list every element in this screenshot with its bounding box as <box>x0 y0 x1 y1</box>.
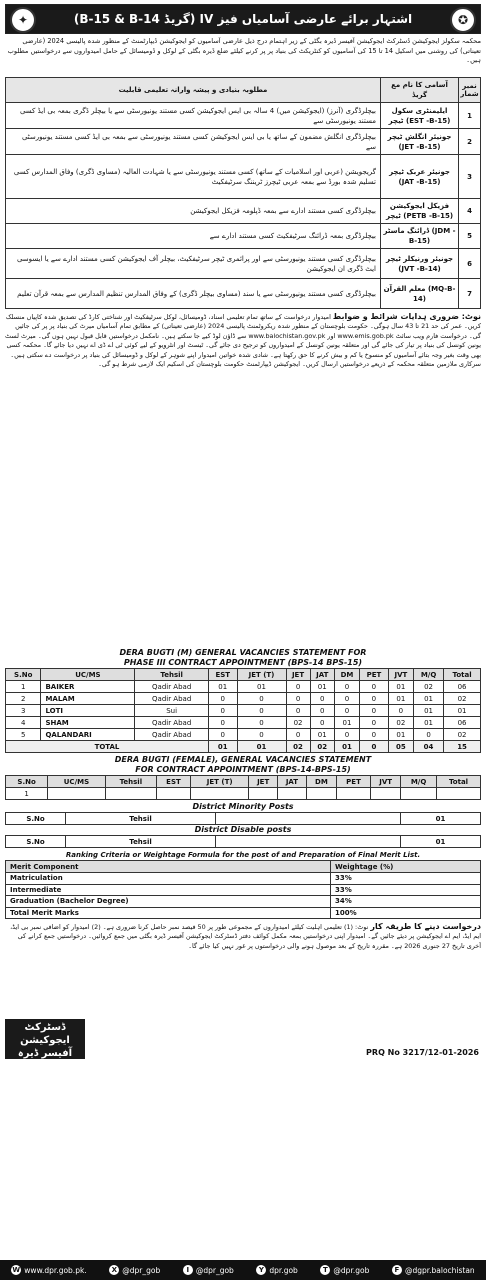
grid-header-cell: JVT <box>371 776 401 788</box>
criteria-row <box>6 896 481 908</box>
grid-header-cell: JVT <box>388 669 413 681</box>
female-vacancies-title-1: DERA BUGTI (FEMALE), GENERAL VACANCIES STATEMENT <box>114 755 372 764</box>
minority-count: 01 <box>401 813 481 825</box>
criteria-weightage: 33% <box>331 873 481 885</box>
table-cell: 0 <box>334 681 359 693</box>
job-number: 3 <box>459 155 481 199</box>
table-cell: 0 <box>237 729 286 741</box>
table-row <box>6 681 481 693</box>
prq-number: PRQ No 3217/12-01-2026 <box>366 1048 479 1057</box>
table-cell: 0 <box>310 693 334 705</box>
job-number: 7 <box>459 279 481 309</box>
table-cell: 0 <box>360 729 389 741</box>
table-cell: 3 <box>6 705 41 717</box>
table-cell <box>249 788 278 800</box>
footer-link[interactable] <box>392 1265 475 1275</box>
table-cell: 0 <box>237 693 286 705</box>
job-qualification: بیچلرڈگری بمعہ ڈرائنگ سرٹیفکیٹ کسی مستند ادارے سے <box>6 224 381 249</box>
grid-header-cell: JET <box>249 776 278 788</box>
job-number: 6 <box>459 249 481 279</box>
disable-posts-title: District Disable posts <box>194 825 292 834</box>
table-cell: 06 <box>444 717 481 729</box>
male-vacancies-body <box>6 681 481 753</box>
table-cell: 06 <box>444 681 481 693</box>
table-cell: 01 <box>310 681 334 693</box>
female-vacancies-table <box>5 775 481 800</box>
minority-sno-header: S.No <box>6 813 66 825</box>
table-cell <box>371 788 401 800</box>
table-cell: 0 <box>237 705 286 717</box>
criteria-component: Total Merit Marks <box>6 907 331 919</box>
footer-link-text: www.dpr.gob.pk. <box>24 1265 87 1275</box>
notes-heading: نوٹ: ضروری ہدایات شرائط و ضوابط <box>332 312 481 321</box>
table-cell: 0 <box>286 705 310 717</box>
jobs-row <box>6 129 481 155</box>
table-cell: Qadir Abad <box>135 729 209 741</box>
job-qualification: بیچلرڈگری کسی مستند یونیورسٹی سے یا سند (مساوی بیچلر ڈگری) کے وفاق المدارس تنظیم المدارس سے بمعہ قرآن تعلیم <box>6 279 381 309</box>
grid-header-cell: JAT <box>310 669 334 681</box>
table-row <box>6 717 481 729</box>
table-cell: 0 <box>208 729 237 741</box>
job-qualification: بیچلرڈگری کسی مستند یونیورسٹی سے اور پرائمری ٹیچر سرٹیفکیٹ، بیچلر آف ایجوکیشن کسی مستند ادارے سے یا ایسوسی ایٹ ڈگری ان ایجوکیشن <box>6 249 381 279</box>
grid-header-cell: EST <box>208 669 237 681</box>
table-cell: 0 <box>208 705 237 717</box>
grid-header-cell: PET <box>336 776 370 788</box>
table-cell: 02 <box>286 717 310 729</box>
total-cell: 02 <box>310 741 334 753</box>
table-cell: 01 <box>388 681 413 693</box>
grid-header-cell: UC/MS <box>41 669 135 681</box>
header-banner <box>5 4 481 34</box>
table-cell <box>437 788 481 800</box>
table-row <box>6 705 481 717</box>
grid-header-cell: M/Q <box>413 669 443 681</box>
table-cell: LOTI <box>41 705 135 717</box>
grid-header-cell: JAT <box>278 776 307 788</box>
minority-empty-cell <box>216 813 401 825</box>
total-cell: 04 <box>413 741 443 753</box>
table-cell: 1 <box>6 681 41 693</box>
job-post-name: ڈرائنگ ماسٹر (JDM -B-15) <box>381 224 459 249</box>
male-vacancies-title-1: DERA BUGTI (M) GENERAL VACANCIES STATEMENT FOR <box>119 648 367 657</box>
grid-header-cell: PET <box>360 669 389 681</box>
job-post-name: جونیئر ورنیکلر ٹیچر (JVT -B-14) <box>381 249 459 279</box>
job-qualification: بیچلرڈگری کسی مستند ادارے سے بمعہ ڈپلومہ فزیکل ایجوکیشن <box>6 199 381 224</box>
table-cell: 0 <box>413 729 443 741</box>
table-cell: QALANDARI <box>41 729 135 741</box>
female-vacancies-header-row <box>6 776 481 788</box>
table-cell: Sui <box>135 705 209 717</box>
table-cell: 0 <box>286 729 310 741</box>
table-cell: MALAM <box>41 693 135 705</box>
globe-icon: W <box>12 1266 21 1274</box>
minority-posts-title: District Minority Posts <box>192 802 294 811</box>
x-icon: X <box>109 1265 119 1275</box>
signature-row <box>5 1019 481 1072</box>
table-cell: SHAM <box>41 717 135 729</box>
job-post-name: جونیئر عربک ٹیچر (JAT -B-15) <box>381 155 459 199</box>
grid-header-cell: S.No <box>6 669 41 681</box>
criteria-weightage: 33% <box>331 884 481 896</box>
jobs-header-number: نمبر شمار <box>459 78 481 103</box>
footer-link[interactable] <box>109 1265 160 1275</box>
disable-sno-header: S.No <box>6 836 66 848</box>
grid-header-cell: S.No <box>6 776 48 788</box>
officer-signature-stamp: ڈسٹرکٹ ایجوکیشن آفیسر ڈیرہ بگٹی <box>5 1019 85 1059</box>
table-cell: 02 <box>413 681 443 693</box>
table-cell: 0 <box>388 705 413 717</box>
grid-header-cell: JET (T) <box>237 669 286 681</box>
intro-paragraph: محکمہ سکولز ایجوکیشن ڈسٹرکٹ ایجوکیشن آفیسر ڈیرہ بگٹی کے زیر اہتمام درج ذیل عارضی آسامیوں کو ایجوکیشن ڈیپارٹمنٹ کے منظور شدہ پالیسی 2024 (عارضی تعیناتی) کی روشنی میں اسکیل 14 تا 15 کی آسامیوں کو کنٹریکٹ کی بنیاد پر پر کرنے کیلئے ضلع ڈیرہ بگٹی کے لوکل و ڈومیسائل کے حامل امیدواروں سے درخواستیں مطلوب ہیں۔ <box>7 37 481 64</box>
disable-count: 01 <box>401 836 481 848</box>
disable-posts-table <box>5 835 481 848</box>
criteria-row <box>6 907 481 919</box>
table-cell: 02 <box>388 717 413 729</box>
total-row <box>6 741 481 753</box>
minority-posts-table <box>5 812 481 825</box>
table-cell: 01 <box>388 729 413 741</box>
table-cell <box>306 788 336 800</box>
table-cell: 0 <box>286 681 310 693</box>
total-label: TOTAL <box>6 741 209 753</box>
table-cell: BAIKER <box>41 681 135 693</box>
table-cell: 01 <box>237 681 286 693</box>
table-row <box>6 729 481 741</box>
female-vacancies-body <box>6 788 481 800</box>
table-cell: 02 <box>444 693 481 705</box>
application-procedure-heading: درخواست دینے کا طریقہ کار <box>370 922 481 931</box>
table-cell: 0 <box>360 705 389 717</box>
footer-link[interactable] <box>256 1265 297 1275</box>
grid-header-cell: JET (T) <box>190 776 248 788</box>
table-cell <box>105 788 156 800</box>
table-cell: 0 <box>334 693 359 705</box>
total-cell: 05 <box>388 741 413 753</box>
table-cell: 01 <box>208 681 237 693</box>
job-post-name: معلم القرآن (MQ-B-14) <box>381 279 459 309</box>
notes-text: امیدوار درخواست کے ساتھ تمام تعلیمی اسناد، ڈومیسائل، لوکل سرٹیفکیٹ اور شناختی کارڈ کی تصدیق شدہ کاپیاں منسلک کریں۔ عمر کی حد 21 تا 43 سال ہوگی۔ حکومت بلوچستان کے منظور شدہ ریکروٹمنٹ پالیسی 2024 (عارضی تعیناتی) کے مطابق تمام آسامیاں میرٹ کی بنیاد پر پر کی جائیں گی۔ درخواست فارم ویب سائٹ www.emis.gob.pk اور www.balochistan.gov.pk سے ڈاؤن لوڈ کیے جا سکتے ہیں۔ نامکمل درخواستیں قابل قبول نہیں ہوں گی۔ میرٹ لسٹ یونین کونسل کی بنیاد پر تیار کی جائے گی اور متعلقہ یونین کونسل کے امیدواروں کو ترجیح دی جائے گی۔ ٹیسٹ اور انٹرویو کے لیے کوئی ٹی اے ڈی اے نہیں دیا جائے گا۔ محکمہ کسی بھی وقت بغیر وجہ بتائے آسامیوں کو منسوخ یا کم و بیش کرنے کا حق رکھتا ہے۔ شادی شدہ خواتین امیدوار اپنے شوہر کے لوکل و ڈومیسائل کی بنیاد پر درخواست دے سکتی ہیں۔ سرکاری ملازمین متعلقہ محکمہ کے ذریعے درخواستیں ارسال کریں۔ ایجوکیشن ڈیپارٹمنٹ حکومت بلوچستان کی اسکیم ایک لازمی شرط ہو گی۔ <box>5 313 481 369</box>
criteria-component: Graduation (Bachelor Degree) <box>6 896 331 908</box>
grid-header-cell: JET <box>286 669 310 681</box>
notes-section <box>5 312 481 648</box>
jobs-row <box>6 249 481 279</box>
table-cell: Qadir Abad <box>135 681 209 693</box>
table-cell: 0 <box>334 705 359 717</box>
criteria-component: Intermediate <box>6 884 331 896</box>
table-cell: 01 <box>413 693 443 705</box>
total-cell: 01 <box>208 741 237 753</box>
footer-link-text: @dgpr.balochistan <box>404 1265 475 1275</box>
application-procedure-section <box>5 922 481 1017</box>
grid-header-cell: Tehsil <box>105 776 156 788</box>
job-number: 2 <box>459 129 481 155</box>
table-cell: 0 <box>360 681 389 693</box>
job-qualification: بیچلرڈگری (آنرز) (ایجوکیشن میں) 4 سالہ بی ایس ایجوکیشن کسی مستند یونیورسٹی سے یا بیچلر ڈگری بمعہ بی ایڈ کسی مستند یونیورسٹی سے <box>6 103 381 129</box>
table-cell: 0 <box>334 729 359 741</box>
total-cell: 01 <box>237 741 286 753</box>
grid-header-cell: Total <box>444 669 481 681</box>
grid-header-cell: M/Q <box>401 776 437 788</box>
table-cell <box>48 788 105 800</box>
disable-tehsil-header: Tehsil <box>66 836 216 848</box>
balochistan-seal-icon: ✪ <box>450 7 476 33</box>
jobs-table-body <box>6 103 481 309</box>
criteria-body <box>6 873 481 919</box>
job-number: 1 <box>459 103 481 129</box>
table-cell <box>156 788 190 800</box>
total-cell: 15 <box>444 741 481 753</box>
government-emblem-icon: ✦ <box>10 7 36 33</box>
minority-tehsil-header: Tehsil <box>66 813 216 825</box>
table-cell: 1 <box>6 788 48 800</box>
footer-link-text: @dpr_gob <box>195 1265 234 1275</box>
table-cell: 0 <box>360 693 389 705</box>
table-cell <box>401 788 437 800</box>
table-row <box>6 788 481 800</box>
total-cell: 01 <box>334 741 359 753</box>
table-cell: 01 <box>334 717 359 729</box>
table-cell: 0 <box>208 693 237 705</box>
footer-link-text: @dpr.gob <box>333 1265 370 1275</box>
table-cell: 01 <box>444 705 481 717</box>
jobs-row <box>6 103 481 129</box>
table-cell: 02 <box>444 729 481 741</box>
table-cell: 0 <box>310 705 334 717</box>
table-cell: 0 <box>237 717 286 729</box>
footer-link[interactable] <box>320 1265 369 1275</box>
criteria-component: Matriculation <box>6 873 331 885</box>
grid-header-cell: DM <box>306 776 336 788</box>
criteria-row <box>6 884 481 896</box>
table-cell: 5 <box>6 729 41 741</box>
criteria-weightage: 34% <box>331 896 481 908</box>
job-post-name: جونیئر انگلش ٹیچر (JET -B-15) <box>381 129 459 155</box>
table-cell <box>278 788 307 800</box>
jobs-header-post: آسامی کا نام مع گریڈ <box>381 78 459 103</box>
jobs-row <box>6 279 481 309</box>
job-number: 4 <box>459 199 481 224</box>
grid-header-cell: Total <box>437 776 481 788</box>
total-cell: 02 <box>286 741 310 753</box>
criteria-header-component: Merit Component <box>6 861 331 873</box>
job-number: 5 <box>459 224 481 249</box>
table-cell: 0 <box>208 717 237 729</box>
job-post-name: ایلیمنٹری سکول ٹیچر (EST -B-15) <box>381 103 459 129</box>
table-cell: 4 <box>6 717 41 729</box>
facebook-icon: F <box>392 1265 402 1275</box>
table-cell: 01 <box>413 717 443 729</box>
table-cell: Qadir Abad <box>135 717 209 729</box>
table-row <box>6 693 481 705</box>
female-vacancies-title-2: FOR CONTRACT APPOINTMENT (BPS-14-BPS-15) <box>135 765 351 774</box>
instagram-icon: I <box>183 1265 193 1275</box>
job-qualification: گریجویشن (عربی اور اسلامیات کے ساتھ) کسی مستند یونیورسٹی سے یا شہادت العالیہ (مساوی ڈگری) وفاق المدارس کسی تسلیم شدہ بورڈ سے بمعہ عربی ٹیچرز ٹریننگ سرٹیفکیٹ <box>6 155 381 199</box>
table-cell: 01 <box>310 729 334 741</box>
youtube-icon: Y <box>256 1265 266 1275</box>
page-title: اشتہار برائے عارضی آسامیاں فیز IV (گریڈ B-15 & B-14) <box>73 12 413 26</box>
table-cell: 01 <box>413 705 443 717</box>
table-cell <box>190 788 248 800</box>
table-cell: 0 <box>360 717 389 729</box>
male-vacancies-table <box>5 668 481 753</box>
footer-link-text: dpr.gob <box>269 1265 298 1275</box>
grid-header-cell: UC/MS <box>48 776 105 788</box>
grid-header-cell: EST <box>156 776 190 788</box>
social-footer <box>0 1260 486 1280</box>
jobs-row <box>6 155 481 199</box>
table-cell: 2 <box>6 693 41 705</box>
job-post-name: فزیکل ایجوکیشن ٹیچر (PETB -B-15) <box>381 199 459 224</box>
total-cell: 0 <box>360 741 389 753</box>
jobs-table <box>5 77 481 309</box>
jobs-header-qualification: مطلوبہ بنیادی و پیشہ وارانہ تعلیمی قابلیت <box>6 78 381 103</box>
table-cell: 0 <box>310 717 334 729</box>
footer-link[interactable] <box>11 1265 86 1275</box>
male-vacancies-title-2: PHASE III CONTRACT APPOINTMENT (BPS-14 BPS-15) <box>123 658 363 667</box>
jobs-row <box>6 199 481 224</box>
male-vacancies-header-row <box>6 669 481 681</box>
application-procedure-text: نوٹ: (1) تعلیمی اہلیت کیلئے امیدواروں کے مجموعی طور پر 50 فیصد نمبر حاصل کرنا ضروری ہے۔ (2) امیدوار کو اضافی نمبر بی ایڈ، ایم ایڈ، ایم اے ایجوکیشن پر دیئے جائیں گے۔ امیدوار اپنی درخواستیں بمعہ مکمل کوائف دفتر ڈسٹرکٹ ایجوکیشن آفیسر ڈیرہ بگٹی میں جمع کروائیں۔ درخواستیں جمع کرانے کی آخری تاریخ 27 جنوری 2026 ہے۔ مقررہ تاریخ کے بعد موصول ہونے والی درخواستوں پر غور نہیں کیا جائے گا۔ <box>10 923 481 950</box>
table-cell: 01 <box>388 693 413 705</box>
footer-link[interactable] <box>183 1265 234 1275</box>
grid-header-cell: Tehsil <box>135 669 209 681</box>
table-cell: Qadir Abad <box>135 693 209 705</box>
jobs-row <box>6 224 481 249</box>
tiktok-icon: T <box>320 1265 330 1275</box>
criteria-weightage: 100% <box>331 907 481 919</box>
footer-link-text: @dpr_gob <box>122 1265 161 1275</box>
criteria-header-weightage: Weightage (%) <box>331 861 481 873</box>
table-cell <box>336 788 370 800</box>
criteria-title: Ranking Criteria or Weightage Formula for the post of and Preparation of Final Merit List. <box>65 851 421 859</box>
criteria-table <box>5 860 481 919</box>
job-qualification: بیچلرڈگری انگلش مضمون کے ساتھ یا بی ایس ایجوکیشن کسی مستند یونیورسٹی سے بمعہ بی ایڈ کسی مستند یونیورسٹی سے <box>6 129 381 155</box>
grid-header-cell: DM <box>334 669 359 681</box>
table-cell: 0 <box>286 693 310 705</box>
criteria-row <box>6 873 481 885</box>
disable-empty-cell <box>216 836 401 848</box>
